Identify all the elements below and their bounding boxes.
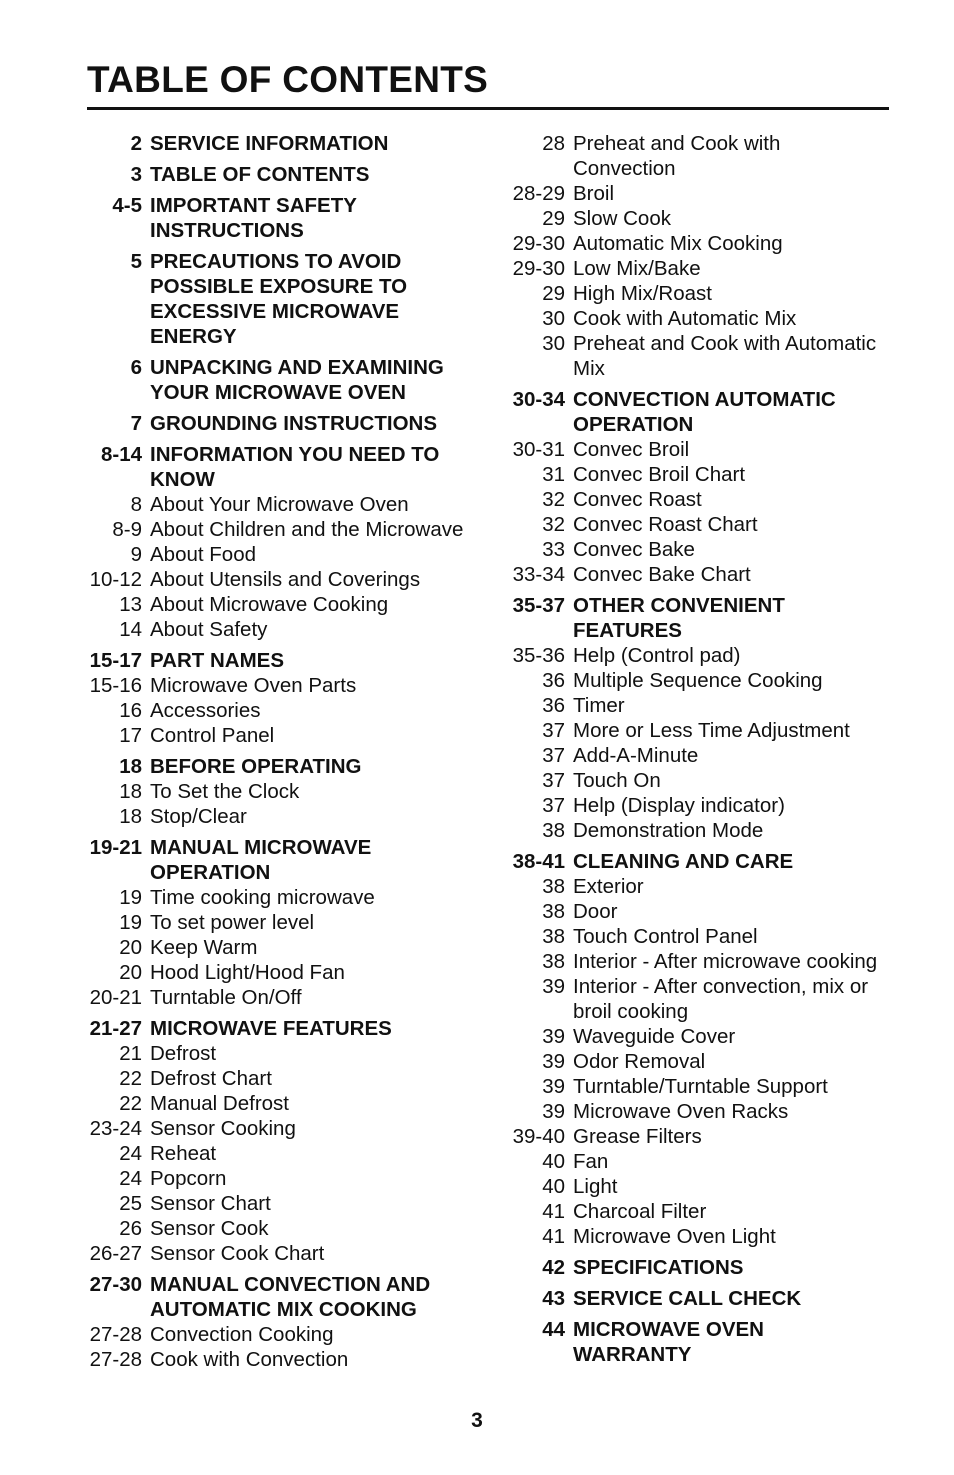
toc-page-number: 38 (542, 900, 565, 923)
toc-page-number: 36 (542, 669, 565, 692)
toc-entry-label: SPECIFICATIONS (573, 1256, 744, 1279)
toc-subentry (508, 487, 888, 512)
toc-page-number: 8-9 (112, 518, 142, 541)
toc-entry-label: CONVECTION AUTOMATIC OPERATION (573, 388, 836, 436)
toc-subentry (508, 1174, 888, 1199)
toc-entry-label: Preheat and Cook with Automatic Mix (573, 332, 877, 380)
toc-entry-label: Turntable On/Off (150, 986, 302, 1009)
toc-subentry (85, 1216, 485, 1241)
toc-entry-label: About Utensils and Coverings (150, 568, 421, 591)
toc-entry-label: Touch On (573, 769, 661, 792)
toc-subentry (85, 1347, 485, 1372)
toc-page-number: 40 (542, 1175, 565, 1198)
toc-entry-label: Sensor Chart (150, 1192, 271, 1215)
toc-entry-label: About Safety (150, 618, 268, 641)
toc-entry-label: Low Mix/Bake (573, 257, 701, 280)
toc-page-number: 38 (542, 925, 565, 948)
toc-subentry (85, 1066, 485, 1091)
toc-entry-label: Convec Broil Chart (573, 463, 746, 486)
toc-entry-label: Sensor Cook (150, 1217, 269, 1240)
toc-page-number: 13 (119, 593, 142, 616)
toc-entry-label: Accessories (150, 699, 261, 722)
toc-subentry (508, 306, 888, 331)
toc-section-entry (85, 131, 485, 156)
toc-entry-label: Sensor Cooking (150, 1117, 296, 1140)
toc-subentry (508, 793, 888, 818)
toc-entry-label: Time cooking microwave (150, 886, 375, 909)
toc-subentry (508, 949, 888, 974)
toc-page-number: 37 (542, 719, 565, 742)
toc-subentry (508, 462, 888, 487)
toc-subentry (85, 1191, 485, 1216)
toc-page-number: 41 (542, 1225, 565, 1248)
toc-page-number: 10-12 (89, 568, 142, 591)
toc-page-number: 29 (542, 207, 565, 230)
toc-page-number: 21-27 (89, 1017, 142, 1040)
toc-subentry (508, 1124, 888, 1149)
toc-entry-label: MANUAL MICROWAVE OPERATION (150, 836, 372, 884)
toc-page-number: 38 (542, 950, 565, 973)
toc-subentry (85, 1141, 485, 1166)
toc-entry-label: PRECAUTIONS TO AVOID POSSIBLE EXPOSURE TO EXCESSIVE MICROWAVE ENERGY (150, 250, 408, 348)
toc-page-number: 6 (130, 356, 142, 379)
toc-page-number: 39 (542, 1050, 565, 1073)
toc-page-number: 42 (542, 1256, 565, 1279)
toc-subentry (508, 1099, 888, 1124)
toc-subentry (85, 910, 485, 935)
toc-entry-label: MICROWAVE OVEN WARRANTY (573, 1318, 764, 1366)
toc-page-number: 20 (119, 936, 142, 959)
toc-subentry (85, 592, 485, 617)
toc-subentry (508, 131, 888, 181)
toc-entry-label: To Set the Clock (150, 780, 300, 803)
toc-subentry (508, 718, 888, 743)
toc-subentry (85, 804, 485, 829)
toc-entry-label: Control Panel (150, 724, 275, 747)
toc-page-number: 28 (542, 132, 565, 155)
toc-subentry (508, 693, 888, 718)
toc-subentry (508, 231, 888, 256)
toc-section-entry (508, 1255, 888, 1280)
toc-subentry (508, 874, 888, 899)
toc-page-number: 30 (542, 332, 565, 355)
toc-entry-label: UNPACKING AND EXAMINING YOUR MICROWAVE OVEN (150, 356, 444, 404)
toc-page-number: 22 (119, 1067, 142, 1090)
toc-page-number: 27-28 (89, 1323, 142, 1346)
toc-page-number: 40 (542, 1150, 565, 1173)
toc-entry-label: To set power level (150, 911, 315, 934)
toc-subentry (508, 768, 888, 793)
toc-subentry (85, 1091, 485, 1116)
toc-section-entry (85, 355, 485, 405)
toc-entry-label: Automatic Mix Cooking (573, 232, 783, 255)
toc-page-number: 18 (119, 780, 142, 803)
toc-entry-label: Grease Filters (573, 1125, 702, 1148)
toc-entry-label: Charcoal Filter (573, 1200, 707, 1223)
toc-page-number: 29 (542, 282, 565, 305)
toc-entry-label: Broil (573, 182, 615, 205)
toc-entry-label: TABLE OF CONTENTS (150, 163, 370, 186)
toc-subentry (508, 1074, 888, 1099)
toc-section-entry (85, 193, 485, 243)
toc-entry-label: IMPORTANT SAFETY INSTRUCTIONS (150, 194, 357, 242)
toc-page-number: 31 (542, 463, 565, 486)
toc-entry-label: Microwave Oven Parts (150, 674, 357, 697)
toc-section-entry (85, 1272, 485, 1322)
toc-entry-label: Touch Control Panel (573, 925, 758, 948)
toc-page-number: 4-5 (112, 194, 142, 217)
toc-section-entry (85, 249, 485, 349)
toc-entry-label: Convec Broil (573, 438, 690, 461)
toc-section-entry (85, 442, 485, 492)
toc-subentry (85, 492, 485, 517)
toc-subentry (85, 698, 485, 723)
toc-page-number: 44 (542, 1318, 565, 1341)
toc-page-number: 33-34 (512, 563, 565, 586)
toc-page-number: 25 (119, 1192, 142, 1215)
toc-entry-label: Exterior (573, 875, 644, 898)
toc-page-number: 38-41 (512, 850, 565, 873)
toc-section-entry (85, 835, 485, 885)
toc-section-entry (508, 1286, 888, 1311)
toc-page-number: 39 (542, 975, 565, 998)
toc-entry-label: Stop/Clear (150, 805, 247, 828)
toc-subentry (85, 542, 485, 567)
toc-entry-label: Convection Cooking (150, 1323, 334, 1346)
toc-subentry (85, 723, 485, 748)
toc-page-number: 30 (542, 307, 565, 330)
toc-subentry (85, 617, 485, 642)
toc-entry-label: Turntable/Turntable Support (573, 1075, 828, 1098)
toc-subentry (508, 899, 888, 924)
toc-entry-label: Interior - After microwave cooking (573, 950, 878, 973)
toc-subentry (85, 960, 485, 985)
toc-page-number: 21 (119, 1042, 142, 1065)
toc-page-number: 16 (119, 699, 142, 722)
toc-page-number: 3 (130, 163, 142, 186)
toc-section-entry (508, 849, 888, 874)
toc-page-number: 18 (119, 805, 142, 828)
toc-entry-label: Microwave Oven Light (573, 1225, 776, 1248)
toc-subentry (508, 1199, 888, 1224)
toc-entry-label: Cook with Automatic Mix (573, 307, 797, 330)
toc-entry-label: Convec Roast (573, 488, 702, 511)
toc-page-number: 28-29 (512, 182, 565, 205)
toc-page-number: 33 (542, 538, 565, 561)
toc-subentry (508, 206, 888, 231)
toc-section-entry (508, 593, 888, 643)
toc-page-number: 27-30 (89, 1273, 142, 1296)
toc-page-number: 15-16 (89, 674, 142, 697)
toc-subentry (508, 924, 888, 949)
toc-entry-label: Manual Defrost (150, 1092, 290, 1115)
toc-section-entry (508, 1317, 888, 1367)
toc-subentry (85, 517, 485, 542)
toc-subentry (85, 779, 485, 804)
toc-subentry (508, 1024, 888, 1049)
toc-page-number: 9 (130, 543, 142, 566)
toc-page-number: 29-30 (512, 257, 565, 280)
toc-entry-label: Fan (573, 1150, 609, 1173)
toc-page-number: 8-14 (100, 443, 142, 466)
toc-page-number: 2 (130, 132, 142, 155)
toc-page-number: 39 (542, 1075, 565, 1098)
toc-page-number: 8 (130, 493, 142, 516)
toc-entry-label: Reheat (150, 1142, 217, 1165)
toc-entry-label: About Microwave Cooking (150, 593, 389, 616)
toc-entry-label: SERVICE CALL CHECK (573, 1287, 802, 1310)
toc-subentry (85, 1241, 485, 1266)
toc-subentry (508, 1149, 888, 1174)
toc-entry-label: MICROWAVE FEATURES (150, 1017, 392, 1040)
title-divider (87, 107, 889, 110)
toc-page-number: 36 (542, 694, 565, 717)
toc-subentry (508, 181, 888, 206)
toc-subentry (508, 256, 888, 281)
toc-page-number: 14 (119, 618, 142, 641)
toc-entry-label: About Food (150, 543, 256, 566)
toc-entry-label: Convec Bake Chart (573, 563, 751, 586)
toc-entry-label: Popcorn (150, 1167, 227, 1190)
toc-entry-label: OTHER CONVENIENT FEATURES (573, 594, 785, 642)
toc-page-number: 20-21 (89, 986, 142, 1009)
toc-entry-label: Demonstration Mode (573, 819, 764, 842)
toc-entry-label: About Your Microwave Oven (150, 493, 409, 516)
toc-entry-label: Door (573, 900, 618, 923)
toc-section-entry (85, 754, 485, 779)
toc-page-number: 39 (542, 1100, 565, 1123)
toc-page-number: 38 (542, 875, 565, 898)
toc-page-number: 32 (542, 513, 565, 536)
toc-page-number: 35-37 (512, 594, 565, 617)
toc-subentry (85, 1166, 485, 1191)
toc-entry-label: INFORMATION YOU NEED TO KNOW (150, 443, 440, 491)
toc-entry-label: Waveguide Cover (573, 1025, 736, 1048)
toc-page-number: 39 (542, 1025, 565, 1048)
toc-page-number: 30-31 (512, 438, 565, 461)
toc-page-number: 17 (119, 724, 142, 747)
toc-page-number: 19 (119, 911, 142, 934)
toc-subentry (508, 437, 888, 462)
toc-subentry (85, 885, 485, 910)
toc-entry-label: High Mix/Roast (573, 282, 712, 305)
toc-entry-label: Sensor Cook Chart (150, 1242, 325, 1265)
toc-page-number: 43 (542, 1287, 565, 1310)
toc-section-entry (85, 411, 485, 436)
toc-subentry (85, 1041, 485, 1066)
toc-page-number: 15-17 (89, 649, 142, 672)
toc-page-number: 24 (119, 1167, 142, 1190)
toc-section-entry (85, 648, 485, 673)
toc-subentry (508, 818, 888, 843)
toc-entry-label: PART NAMES (150, 649, 285, 672)
toc-subentry (508, 537, 888, 562)
toc-subentry (508, 1049, 888, 1074)
toc-subentry (85, 985, 485, 1010)
toc-entry-label: BEFORE OPERATING (150, 755, 362, 778)
toc-entry-label: Convec Roast Chart (573, 513, 758, 536)
toc-page-number: 30-34 (512, 388, 565, 411)
toc-section-entry (85, 1016, 485, 1041)
toc-page-number: 37 (542, 769, 565, 792)
toc-entry-label: SERVICE INFORMATION (150, 132, 389, 155)
toc-entry-label: Multiple Sequence Cooking (573, 669, 823, 692)
toc-page-number: 37 (542, 794, 565, 817)
toc-page-number: 26-27 (89, 1242, 142, 1265)
toc-page-number: 41 (542, 1200, 565, 1223)
toc-page-number: 32 (542, 488, 565, 511)
toc-right-column (508, 131, 888, 1367)
toc-page-number: 26 (119, 1217, 142, 1240)
toc-entry-label: More or Less Time Adjustment (573, 719, 850, 742)
toc-entry-label: Help (Control pad) (573, 644, 741, 667)
toc-page-number: 18 (119, 755, 142, 778)
toc-left-column (85, 131, 485, 1372)
toc-entry-label: CLEANING AND CARE (573, 850, 794, 873)
toc-entry-label: Slow Cook (573, 207, 671, 230)
toc-entry-label: Interior - After convection, mix or broil cooking (573, 975, 869, 1023)
toc-page-number: 7 (130, 412, 142, 435)
toc-entry-label: Convec Bake (573, 538, 695, 561)
page-number: 3 (471, 1409, 483, 1432)
toc-section-entry (85, 162, 485, 187)
toc-subentry (508, 331, 888, 381)
toc-page-number: 19 (119, 886, 142, 909)
toc-subentry (508, 743, 888, 768)
toc-entry-label: Odor Removal (573, 1050, 706, 1073)
toc-entry-label: Microwave Oven Racks (573, 1100, 789, 1123)
toc-entry-label: Defrost Chart (150, 1067, 272, 1090)
toc-page-number: 24 (119, 1142, 142, 1165)
toc-entry-label: GROUNDING INSTRUCTIONS (150, 412, 437, 435)
toc-subentry (508, 281, 888, 306)
toc-subentry (85, 673, 485, 698)
toc-page-number: 35-36 (512, 644, 565, 667)
toc-subentry (508, 1224, 888, 1249)
toc-page-number: 22 (119, 1092, 142, 1115)
toc-entry-label: Cook with Convection (150, 1348, 349, 1371)
toc-entry-label: About Children and the Microwave (150, 518, 464, 541)
toc-subentry (85, 567, 485, 592)
toc-entry-label: Preheat and Cook with Convection (573, 132, 781, 180)
toc-entry-label: Add-A-Minute (573, 744, 699, 767)
toc-entry-label: Defrost (150, 1042, 217, 1065)
toc-page-number: 19-21 (89, 836, 142, 859)
toc-section-entry (508, 387, 888, 437)
toc-entry-label: Hood Light/Hood Fan (150, 961, 345, 984)
toc-page-number: 37 (542, 744, 565, 767)
toc-page-number: 23-24 (89, 1117, 142, 1140)
toc-page-number: 20 (119, 961, 142, 984)
page-title: TABLE OF CONTENTS (87, 59, 489, 100)
toc-subentry (508, 512, 888, 537)
toc-subentry (508, 668, 888, 693)
toc-entry-label: Light (573, 1175, 618, 1198)
toc-subentry (508, 562, 888, 587)
toc-page-number: 29-30 (512, 232, 565, 255)
toc-subentry (85, 1116, 485, 1141)
toc-subentry (508, 643, 888, 668)
toc-subentry (85, 1322, 485, 1347)
toc-entry-label: Timer (573, 694, 625, 717)
toc-page-number: 39-40 (512, 1125, 565, 1148)
toc-entry-label: Help (Display indicator) (573, 794, 785, 817)
toc-entry-label: MANUAL CONVECTION AND AUTOMATIC MIX COOKING (150, 1273, 431, 1321)
toc-subentry (85, 935, 485, 960)
toc-page-number: 27-28 (89, 1348, 142, 1371)
toc-subentry (508, 974, 888, 1024)
toc-entry-label: Keep Warm (150, 936, 258, 959)
toc-page-number: 38 (542, 819, 565, 842)
toc-page-number: 5 (130, 250, 142, 273)
